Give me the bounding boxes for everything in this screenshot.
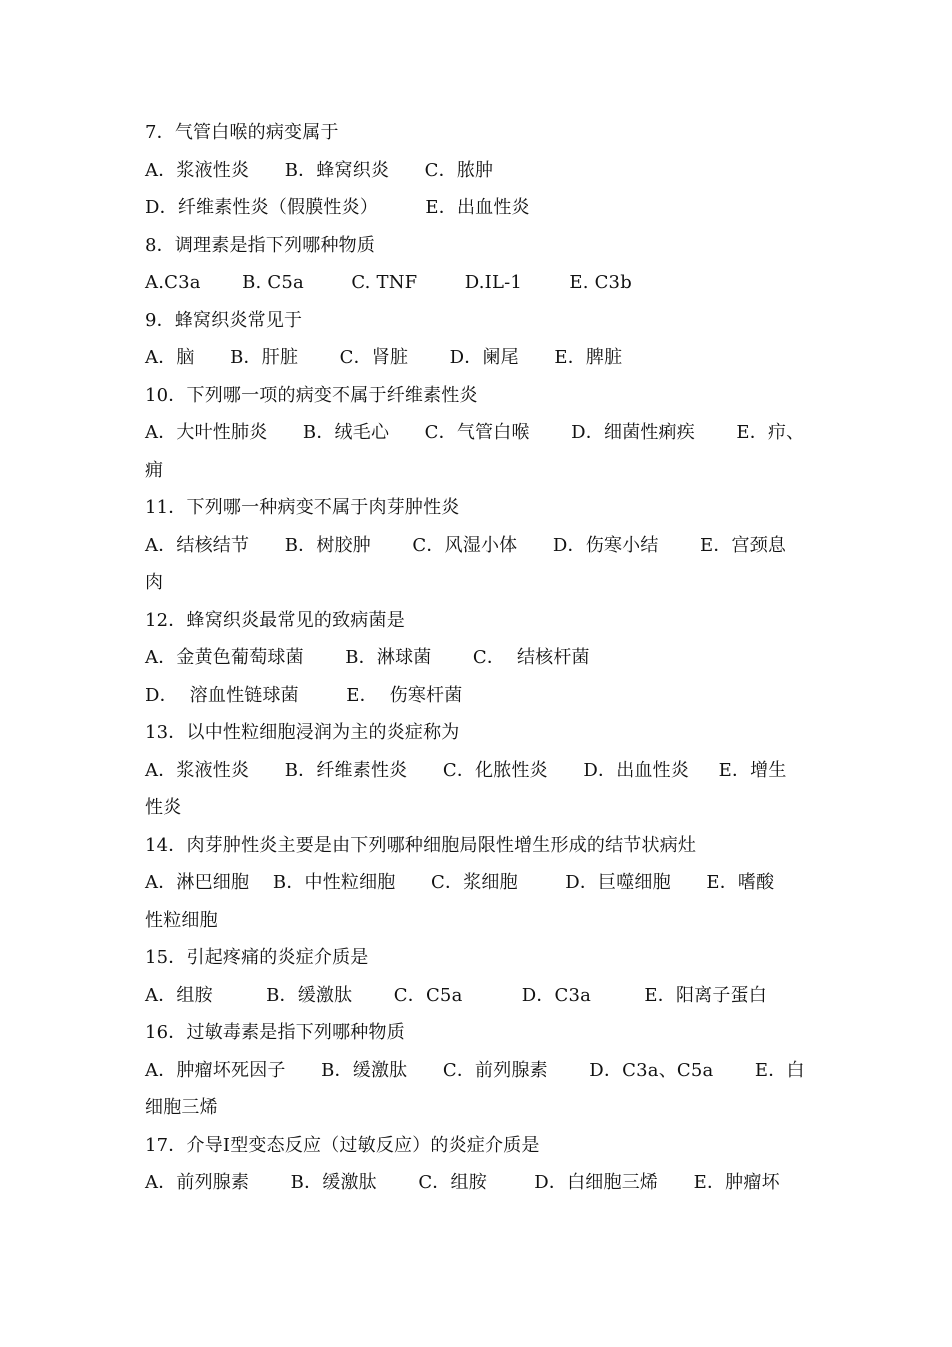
options-15: A．组胺 B．缓激肽 C．C5a D．C3a E．阳离子蛋白 [145,984,767,1006]
options-10-line-2: 痈 [145,459,164,481]
question-13: 13．以中性粒细胞浸润为主的炎症称为 [145,722,460,743]
options-13-line-2: 性炎 [145,797,182,818]
options-14-line-2: 性粒细胞 [145,909,218,931]
document-page [145,114,825,1202]
question-14: 14．肉芽肿性炎主要是由下列哪种细胞局限性增生形成的结节状病灶 [145,834,697,856]
options-16-line-1: A．肿瘤坏死因子 B．缓激肽 C．前列腺素 D．C3a、C5a E．白 [145,1059,805,1081]
question-12: 12．蜂窝织炎最常见的致病菌是 [145,609,405,631]
options-9: A．脑 B．肝脏 C．肾脏 D．阑尾 E．脾脏 [145,347,623,368]
options-14-line-1: A．淋巴细胞 B．中性粒细胞 C．浆细胞 D．巨噬细胞 E．嗜酸 [145,872,775,893]
question-7: 7．气管白喉的病变属于 [145,122,339,143]
options-12-line-1: A．金黄色葡萄球菌 B．淋球菌 C． 结核杆菌 [145,647,590,668]
options-7-line-2: D．纤维素性炎（假膜性炎） E．出血性炎 [145,197,530,218]
options-11-line-2: 肉 [145,572,164,593]
question-15: 15．引起疼痛的炎症介质是 [145,947,369,968]
question-10: 10．下列哪一项的病变不属于纤维素性炎 [145,384,478,406]
question-9: 9．蜂窝织炎常见于 [145,309,303,331]
options-7-line-1: A．浆液性炎 B．蜂窝织炎 C．脓肿 [145,159,494,181]
options-16-line-2: 细胞三烯 [145,1097,218,1118]
options-17: A．前列腺素 B．缓激肽 C．组胺 D．白细胞三烯 E．肿瘤坏 [145,1172,780,1193]
question-8: 8．调理素是指下列哪种物质 [145,234,376,256]
question-17: 17．介导Ⅰ型变态反应（过敏反应）的炎症介质是 [145,1134,540,1156]
options-12-line-2: D． 溶血性链球菌 E． 伤寒杆菌 [145,684,463,706]
question-16: 16．过敏毒素是指下列哪种物质 [145,1022,405,1043]
options-13-line-1: A．浆液性炎 B．纤维素性炎 C．化脓性炎 D．出血性炎 E．增生 [145,759,787,781]
options-10-line-1: A．大叶性肺炎 B．绒毛心 C．气管白喉 D．细菌性痢疾 E．疖、 [145,422,805,443]
options-8: A.C3a B. C5a C. TNF D.IL-1 E. C3b [145,272,632,293]
question-11: 11．下列哪一种病变不属于肉芽肿性炎 [145,497,460,518]
options-11-line-1: A．结核结节 B．树胶肿 C．风湿小体 D．伤寒小结 E．宫颈息 [145,534,787,556]
